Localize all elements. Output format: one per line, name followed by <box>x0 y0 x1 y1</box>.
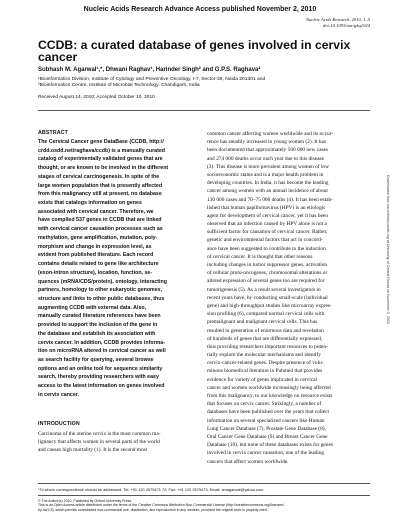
body-line: gene) and high-throughput studies like microarray expres- <box>207 302 332 309</box>
body-line: and 274 000 deaths occur each year due to this disease <box>207 155 324 162</box>
body-line: sufficient factor for causation of cervical cancer. Rather, <box>207 229 328 236</box>
body-line: information on several specialized cancers like Human <box>207 417 325 424</box>
abstract-line: tion on microRNA altered in cervical cancer as well <box>38 348 166 355</box>
right-column <box>207 130 370 466</box>
article-title: CCDB: a curated database of genes involved in cervix cancer <box>38 38 351 65</box>
body-line: ance have been suggested to contribute to the induction <box>207 245 326 252</box>
introduction-body <box>38 430 200 455</box>
body-line: cancer and women worldwide increasingly being affected <box>207 384 331 391</box>
body-line: observed that an infection caused by HPV alone is not a <box>207 221 327 228</box>
body-line: been documented that approximately 500 000 new cases <box>207 147 328 154</box>
journal-citation <box>306 17 370 28</box>
body-line: sion profiling (6), compared normal cervical cells with <box>207 311 325 318</box>
download-watermark <box>385 175 391 425</box>
body-line: involved in cervix cancer causation, one of the leading <box>207 450 325 457</box>
correspondence-footnote: *To whom correspondence should be addressed. Tel: +91 120 2579471 72; Fax: +91 120 2579473; Email: smagarwal@yahoo.com <box>38 487 264 492</box>
abstract-line: with cervical cancer causation processes such as <box>38 226 163 233</box>
body-line: of hundreds of genes that are differentially expressed, <box>207 335 323 342</box>
body-line: lished that human papillomavirus (HPV) is an etiologic <box>207 204 326 211</box>
abstract-line: access to the latest information on genes involved <box>38 383 165 390</box>
copyright-divider <box>38 495 370 496</box>
body-line: cervix-cancer-related genes. Despite presence of volu- <box>207 360 324 367</box>
body-line: minous biomedical literature in Pubmed that provides <box>207 368 323 375</box>
abstract-line: associated with cervical cancer. Therefore, we <box>38 208 154 215</box>
body-line: from this malignancy, to our knowledge no resource exists <box>207 393 333 399</box>
body-line: cancer among women with an annual incidence of about <box>207 188 328 195</box>
abstract-line: options and an online tool for sequence similarity <box>38 365 163 372</box>
intro-line: lignancy that affects women in several parts of the world <box>38 438 160 445</box>
abstract-line: stages of cervical carcinogenesis. In spite of the <box>38 173 160 180</box>
abstract-line: cervix cancer. In addition, CCDB provides informa- <box>38 339 165 346</box>
advance-access-banner: Nucleic Acids Research Advance Access published November 2, 2010 <box>83 6 317 13</box>
affiliation-1: ¹Bioinformatics Division, Institute of Cytology and Preventive Oncology, I-7, Sector-39, Noida 201301 and <box>38 77 266 82</box>
abstract-line: crdd.osdd.net/raghava/ccdb) is a manually curated <box>38 147 165 154</box>
intro-line: Carcinoma of the uterine cervix is the most common ma- <box>38 430 161 437</box>
abstract-line: search, thereby providing researchers with easy <box>38 374 159 381</box>
introduction-heading: INTRODUCTION <box>38 420 80 427</box>
body-line: evidence for variety of genes implicated in cervical <box>207 376 317 383</box>
body-line: Oral Cancer Gene Database (9) and Breast Cancer Gene <box>207 433 328 440</box>
body-line: socioeconomic status and is a major health problem in <box>207 171 324 178</box>
abstract-line: augmenting CCDB with external data. Also, <box>38 304 147 311</box>
body-line: that focuses on cervix cancer. Strikingly, a number of <box>207 401 322 408</box>
footer-divider <box>38 483 370 484</box>
body-line: tially explore the molecular mechanisms and identify <box>207 352 321 359</box>
body-line: thus providing researchers important resources to poten- <box>207 343 328 350</box>
body-line: developing countries. In India, it has become the leading <box>207 180 329 187</box>
body-line: cancers that affect women worldwide. <box>207 458 289 465</box>
abstract-line: provided to support the inclusion of the gene in <box>38 322 158 329</box>
left-column <box>38 130 200 454</box>
copyright-notice <box>38 499 368 512</box>
abstract-line: The Cervical Cancer gene DataBase (CCDB, http:// <box>38 139 164 145</box>
abstract-line: manually curated literature references have been <box>38 313 161 320</box>
abstract-line: thought, or are known to be involved in the different <box>38 165 169 172</box>
abstract-line: the database and establish its association with <box>38 330 156 337</box>
body-line: genetic and environmental factors that act in concord- <box>207 237 323 244</box>
body-line: agent for development of cervical cancer, yet it has been <box>207 212 328 219</box>
body-line: of cervical cancer. It is thought that other reasons <box>207 253 313 260</box>
body-line: Database (10), but none of these databases exists for genes <box>207 442 333 449</box>
body-line: rence has steadily increased in young women (2). It has <box>207 139 327 146</box>
abstract-line: have compiled 537 genes in CCDB that are linked <box>38 217 162 224</box>
body-line: of cellular proto-oncogenes, chromosomal alterations or <box>207 270 328 277</box>
download-watermark-text: Downloaded from nar.oxfordjournals.org at University of Central Florida on November 3, 2010 <box>386 175 390 324</box>
body-line: premalignant and malignant cervical cells. This has <box>207 319 318 326</box>
introduction-continued <box>207 130 370 466</box>
body-line: 130 000 cases and 70–75 000 deaths (4). It has been estab- <box>207 196 333 203</box>
author-list: Subhash M. Agarwal¹,*, Dhwani Raghav¹, Harinder Singh² and G.P.S. Raghava² <box>38 67 261 73</box>
abstract-line: (exon-intron structure), location, function, se- <box>38 269 153 276</box>
body-line: common cancer affecting women worldwide and its occur- <box>207 131 334 137</box>
abstract-line: structure and links to other public databases, thus <box>38 295 165 302</box>
license-line: by-nc/2.5), which permits unrestricted non-commercial use, distribution, and reproduction in any medium, provided the original work is properly cited. <box>38 507 268 512</box>
abstract-line: morphism and change in expression level, as <box>38 243 152 250</box>
body-line: databases have been published over the years that collect <box>207 409 330 416</box>
abstract-line: exists that catalogs information on genes <box>38 200 142 207</box>
abstract-line: contains details related to gene like architecture <box>38 261 159 268</box>
body-line: resulted in generation of enormous data and revelation <box>207 327 324 334</box>
affiliations <box>38 77 265 89</box>
abstract-line: large women population that is presently affected <box>38 182 163 189</box>
abstract-line: evident from published literature. Each record <box>38 252 154 259</box>
body-line: (3). This disease is more prevalent among women of low <box>207 163 329 170</box>
received-dates: Received August 14, 2010; Accepted October 10, 2010 <box>38 95 155 100</box>
abstract-line: catalog of experimentally validated genes that are <box>38 156 163 163</box>
body-line: tumorigenesis (5). As a result several investigators in <box>207 286 321 293</box>
abstract-line: in cervix cancer. <box>38 391 79 398</box>
abstract-line: partners, homology to other eukaryotic genomes, <box>38 287 163 294</box>
body-line: including changes in tumor suppressor genes, activation <box>207 262 328 268</box>
body-line: recent years have, by conducting small-scale (individual <box>207 294 328 301</box>
journal-citation-line: Nucleic Acids Research, 2010, 1–5 <box>305 17 370 22</box>
abstract-line: as search facility for querying, several browse <box>38 356 154 363</box>
body-line: altered expression of several genes too are required for <box>207 278 325 285</box>
header-divider <box>38 110 370 111</box>
abstract-line: from this malignancy still at present, no database <box>38 191 162 198</box>
abstract-line: methylation, gene amplification, mutation, poly- <box>38 234 158 241</box>
copyright-line: © The Author(s) 2010. Published by Oxford University Press. <box>38 499 133 503</box>
intro-line: and causes high mortality (1). It is the second most <box>38 446 148 453</box>
license-line: This is an Open Access article distributed under the terms of the Creative Commons Attribution Non-Commercial License (http://creativecommons.org/licenses/ <box>38 503 284 508</box>
abstract-line: quences (mRNA/CDS/protein), ontology, interacting <box>38 278 167 285</box>
body-line: Lung Cancer Database (7), Prostate Gene Database (8), <box>207 425 326 432</box>
affiliation-2: ²Bioinformatics Centre, Institute of Microbial Technology, Chandigarh, India <box>38 83 200 89</box>
abstract-body <box>38 138 200 400</box>
doi-line: doi:10.1093/nar/gkq1024 <box>322 22 370 28</box>
abstract-heading: ABSTRACT <box>38 130 68 136</box>
